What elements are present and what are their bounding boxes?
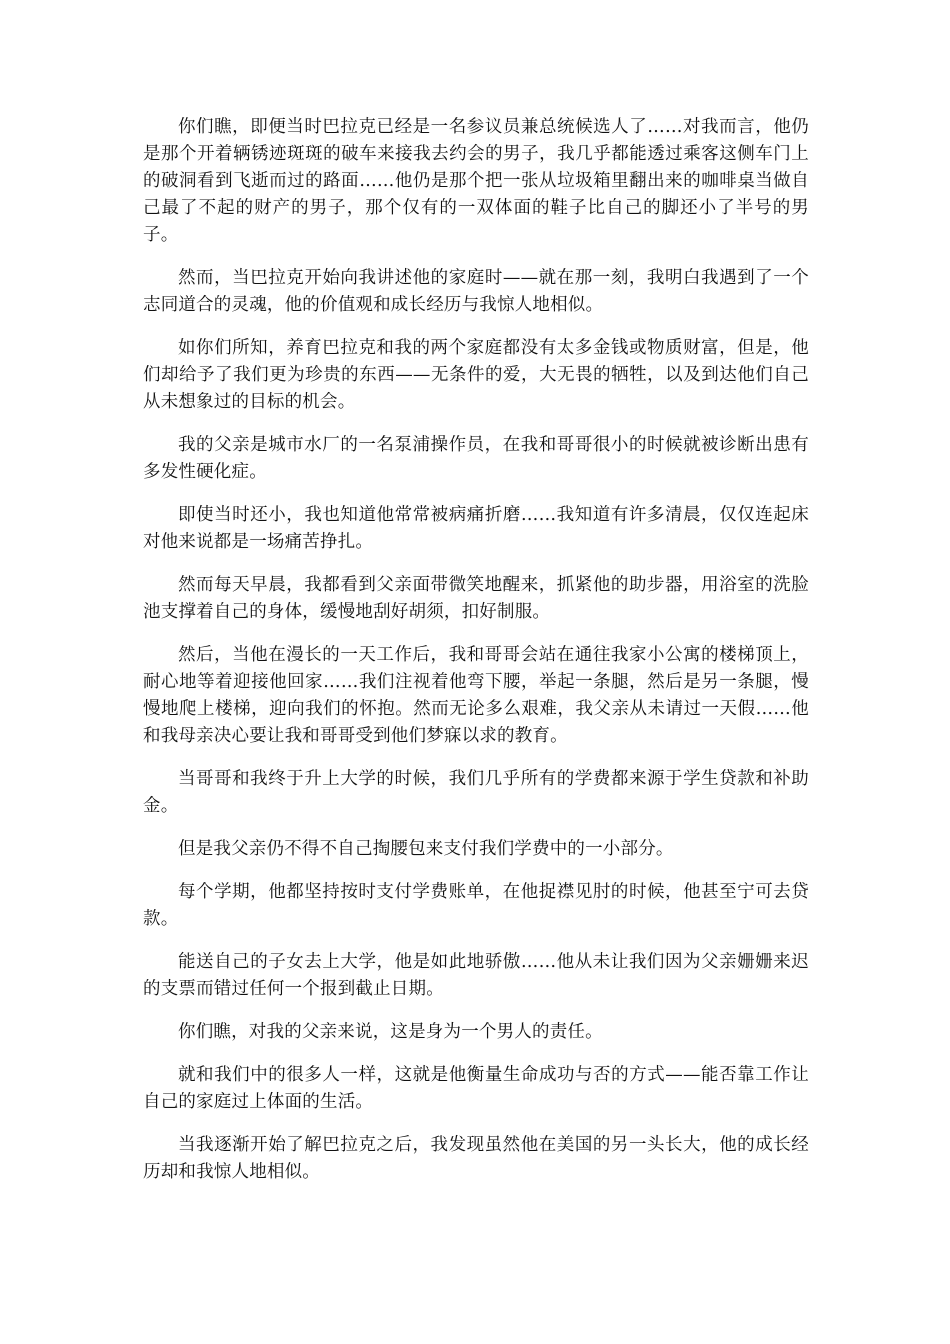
paragraph-1: 你们瞧，即便当时巴拉克已经是一名参议员兼总统候选人了……对我而言，他仍是那个开着辆锈迹斑斑的破车来接我去约会的男子，我几乎都能透过乘客这侧车门上的破洞看到飞逝而过的路面……他仍是那个把一张从垃圾箱里翻出来的咖啡桌当做自己最了不起的财产的男子，那个仅有的一双体面的鞋子比自己的脚还小了半号的男子。: [143, 117, 809, 245]
paragraph-13: 就和我们中的很多人一样，这就是他衡量生命成功与否的方式——能否靠工作让自己的家庭过上体面的生活。: [143, 1065, 809, 1112]
paragraph-8: 当哥哥和我终于升上大学的时候，我们几乎所有的学费都来源于学生贷款和补助金。: [143, 769, 809, 816]
paragraph-7: 然后，当他在漫长的一天工作后，我和哥哥会站在通往我家小公寓的楼梯顶上，耐心地等着迎接他回家……我们注视着他弯下腰，举起一条腿，然后是另一条腿，慢慢地爬上楼梯，迎向我们的怀抱。然而无论多么艰难，我父亲从未请过一天假……他和我母亲决心要让我和哥哥受到他们梦寐以求的教育。: [143, 645, 809, 746]
paragraph-11: 能送自己的子女去上大学，他是如此地骄傲……他从未让我们因为父亲姗姗来迟的支票而错过任何一个报到截止日期。: [143, 952, 809, 999]
document-body: [143, 114, 809, 1202]
paragraph-6: 然而每天早晨，我都看到父亲面带微笑地醒来，抓紧他的助步器，用浴室的洗脸池支撑着自己的身体，缓慢地刮好胡须，扣好制服。: [143, 575, 809, 622]
paragraph-12: 你们瞧，对我的父亲来说，这是身为一个男人的责任。: [178, 1022, 603, 1042]
paragraph-4: 我的父亲是城市水厂的一名泵浦操作员，在我和哥哥很小的时候就被诊断出患有多发性硬化症。: [143, 435, 809, 482]
paragraph-10: 每个学期，他都坚持按时支付学费账单，在他捉襟见肘的时候，他甚至宁可去贷款。: [143, 882, 809, 929]
paragraph-2: 然而，当巴拉克开始向我讲述他的家庭时——就在那一刻，我明白我遇到了一个志同道合的灵魂，他的价值观和成长经历与我惊人地相似。: [143, 268, 809, 315]
paragraph-9: 但是我父亲仍不得不自己掏腰包来支付我们学费中的一小部分。: [178, 839, 674, 859]
paragraph-5: 即使当时还小，我也知道他常常被病痛折磨……我知道有许多清晨，仅仅连起床对他来说都是一场痛苦挣扎。: [143, 505, 809, 552]
paragraph-3: 如你们所知，养育巴拉克和我的两个家庭都没有太多金钱或物质财富，但是，他们却给予了我们更为珍贵的东西——无条件的爱，大无畏的牺牲，以及到达他们自己从未想象过的目标的机会。: [143, 338, 809, 412]
paragraph-14: 当我逐渐开始了解巴拉克之后，我发现虽然他在美国的另一头长大，他的成长经历却和我惊人地相似。: [143, 1135, 809, 1182]
